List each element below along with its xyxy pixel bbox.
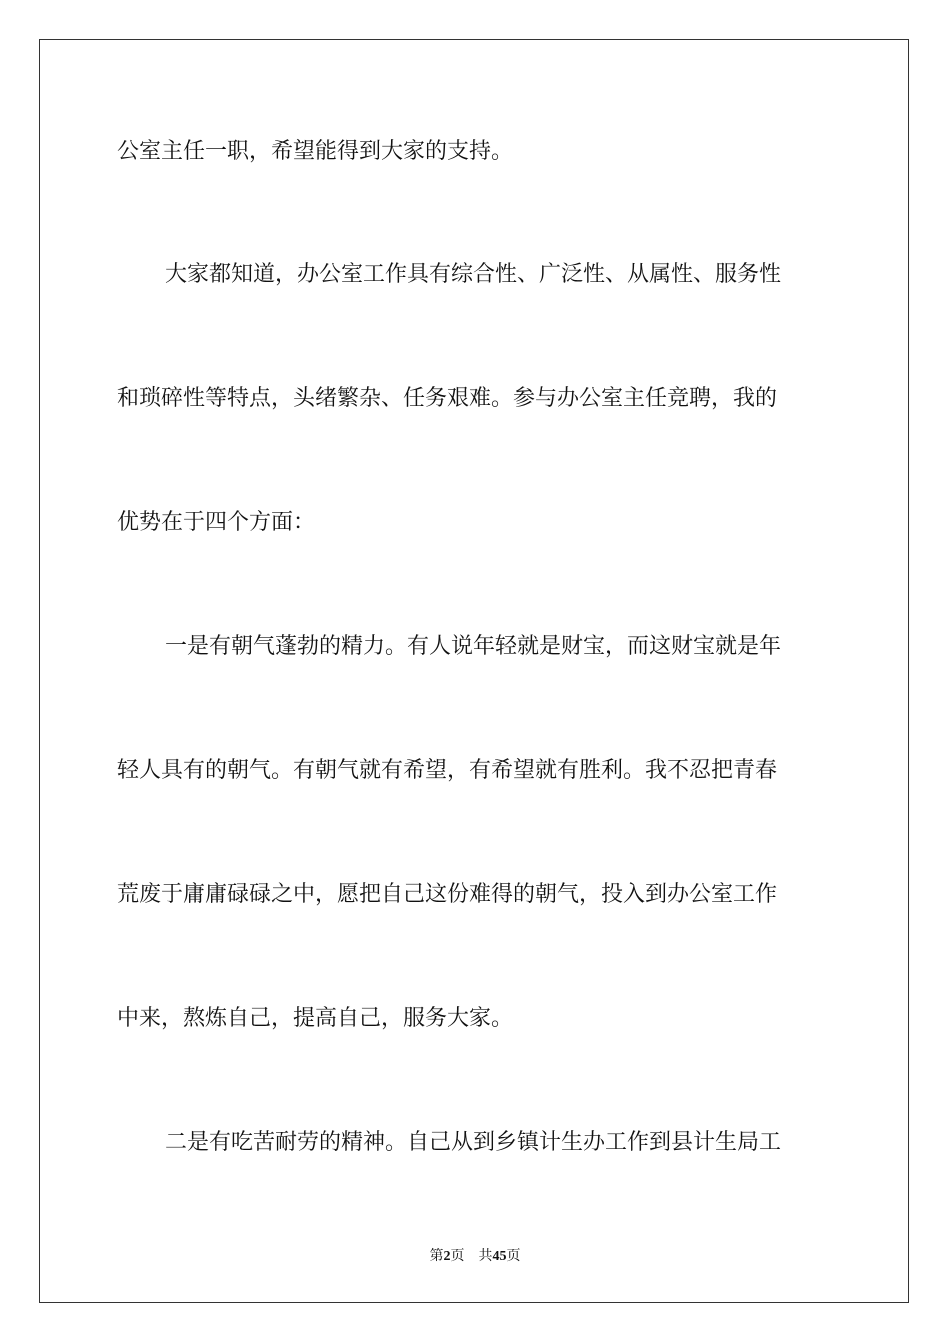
text-line-5: 一是有朝气蓬勃的精力。有人说年轻就是财宝，而这财宝就是年 <box>165 634 782 659</box>
total-prefix: 共 <box>478 1248 493 1264</box>
text-line-3: 和琐碎性等特点，头绪繁杂、任务艰难。参与办公室主任竞聘，我的 <box>117 386 778 411</box>
text-line-2: 大家都知道，办公室工作具有综合性、广泛性、从属性、服务性 <box>165 262 782 287</box>
text-line-8: 中来，熬炼自己，提高自己，服务大家。 <box>117 1006 514 1031</box>
page-footer <box>0 1245 950 1265</box>
text-line-9: 二是有吃苦耐劳的精神。自己从到乡镇计生办工作到县计生局工 <box>165 1130 782 1155</box>
total-pages: 45 <box>492 1249 507 1264</box>
page-number: 2 <box>443 1249 451 1264</box>
text-line-1: 公室主任一职，希望能得到大家的支持。 <box>117 139 514 164</box>
text-line-4: 优势在于四个方面： <box>117 510 316 535</box>
page-border <box>39 39 909 1303</box>
page-suffix: 页 <box>450 1248 465 1264</box>
page-prefix: 第 <box>429 1248 444 1264</box>
text-line-7: 荒废于庸庸碌碌之中，愿把自己这份难得的朝气，投入到办公室工作 <box>117 882 778 907</box>
total-suffix: 页 <box>506 1248 521 1264</box>
text-line-6: 轻人具有的朝气。有朝气就有希望，有希望就有胜利。我不忍把青春 <box>117 758 778 783</box>
